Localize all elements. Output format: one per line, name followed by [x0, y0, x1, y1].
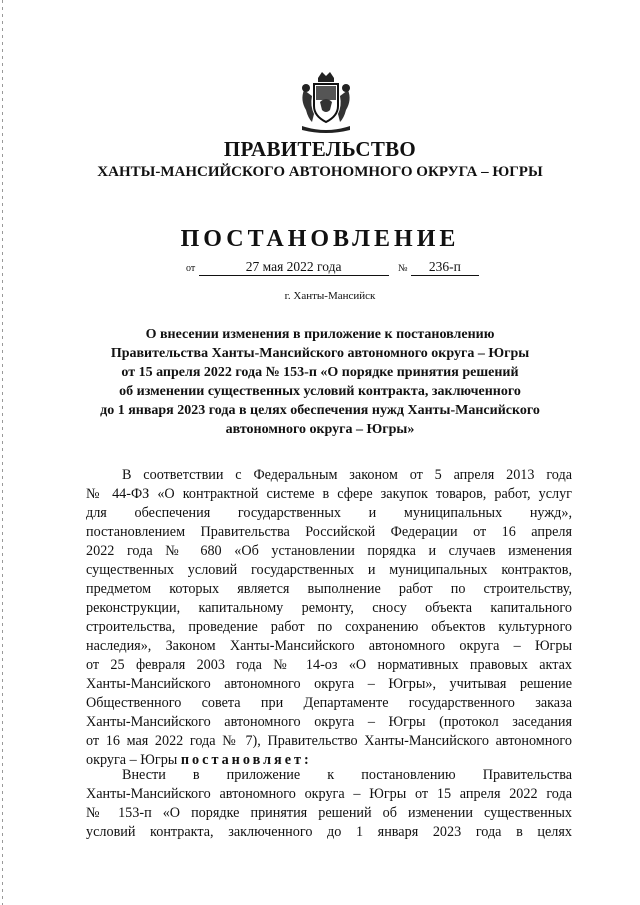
body-paragraph-1	[86, 466, 572, 770]
region-title: ХАНТЫ-МАНСИЙСКОГО АВТОНОМНОГО ОКРУГА – ЮГРЫ	[97, 164, 543, 180]
text-line: от 16 мая 2022 года № 7), Правительство Ханты-Мансийского автономного	[86, 733, 572, 749]
text-line: В соответствии с Федеральным законом от 5 апреля 2013 года	[122, 467, 572, 483]
title-line: Правительства Ханты-Мансийского автономного округа – Югры	[110, 346, 530, 361]
document-type: ПОСТАНОВЛЕНИЕ	[180, 226, 460, 252]
place-of-issue: г. Ханты-Мансийск	[284, 290, 376, 302]
body-paragraph-2	[86, 766, 572, 842]
title-line: об изменении существенных условий контракта, заключенного	[119, 384, 521, 399]
text-line: для обеспечения государственных и муниципальных нужд»,	[86, 505, 572, 521]
text-fragment: округа – Югры	[86, 752, 181, 768]
text-line: от 25 февраля 2003 года № 14-оз «О нормативных правовых актах	[86, 657, 572, 673]
scan-edge	[2, 0, 3, 905]
title-line: автономного округа – Югры»	[225, 422, 415, 437]
title-line: О внесении изменения в приложение к постановлению	[145, 327, 495, 342]
text-line: 2022 года № 680 «Об установлении порядка и случаев изменения	[86, 543, 572, 559]
text-line: Общественного совета при Департаменте государственного заказа	[86, 695, 572, 711]
date-number-row	[186, 259, 479, 276]
text-line: предметом которых является выполнение работ по строительству,	[86, 581, 572, 597]
number-prefix: №	[398, 263, 408, 274]
title-line: до 1 января 2023 года в целях обеспечения нужд Ханты-Мансийского	[100, 403, 540, 418]
document-title	[0, 325, 640, 439]
text-line: реконструкции, капитальному ремонту, сносу объекта капитального	[86, 600, 572, 616]
title-line: от 15 апреля 2022 года № 153-п «О порядке принятия решений	[121, 365, 519, 380]
text-line: строительства, проведение работ по сохранению объектов культурного	[86, 619, 572, 635]
text-line: Внести в приложение к постановлению Правительства	[122, 767, 572, 783]
text-line: № 44-ФЗ «О контрактной системе в сфере закупок товаров, работ, услуг	[86, 486, 572, 502]
text-line: Ханты-Мансийского автономного округа – Югры (протокол заседания	[86, 714, 572, 730]
document-date: 27 мая 2022 года	[199, 259, 389, 276]
government-title: ПРАВИТЕЛЬСТВО	[223, 137, 417, 161]
document-number: 236-п	[411, 259, 479, 276]
text-line: № 153-п «О порядке принятия решений об изменении существенных	[86, 805, 572, 821]
decree-word: постановляет:	[180, 752, 312, 768]
text-line: Ханты-Мансийского автономного округа – Югры», учитывая решение	[86, 676, 572, 692]
text-line: постановлением Правительства Российской Федерации от 16 апреля	[86, 524, 572, 540]
text-line: существенных условий государственных и муниципальных контрактов,	[86, 562, 572, 578]
text-line: наследия», Законом Ханты-Мансийского автономного округа – Югры	[86, 638, 572, 654]
date-prefix: от	[186, 263, 196, 274]
text-line: условий контракта, заключенного до 1 января 2023 года в целях	[86, 824, 572, 840]
text-line: Ханты-Мансийского автономного округа – Югры от 15 апреля 2022 года	[86, 786, 572, 802]
coat-of-arms-emblem	[296, 70, 356, 136]
